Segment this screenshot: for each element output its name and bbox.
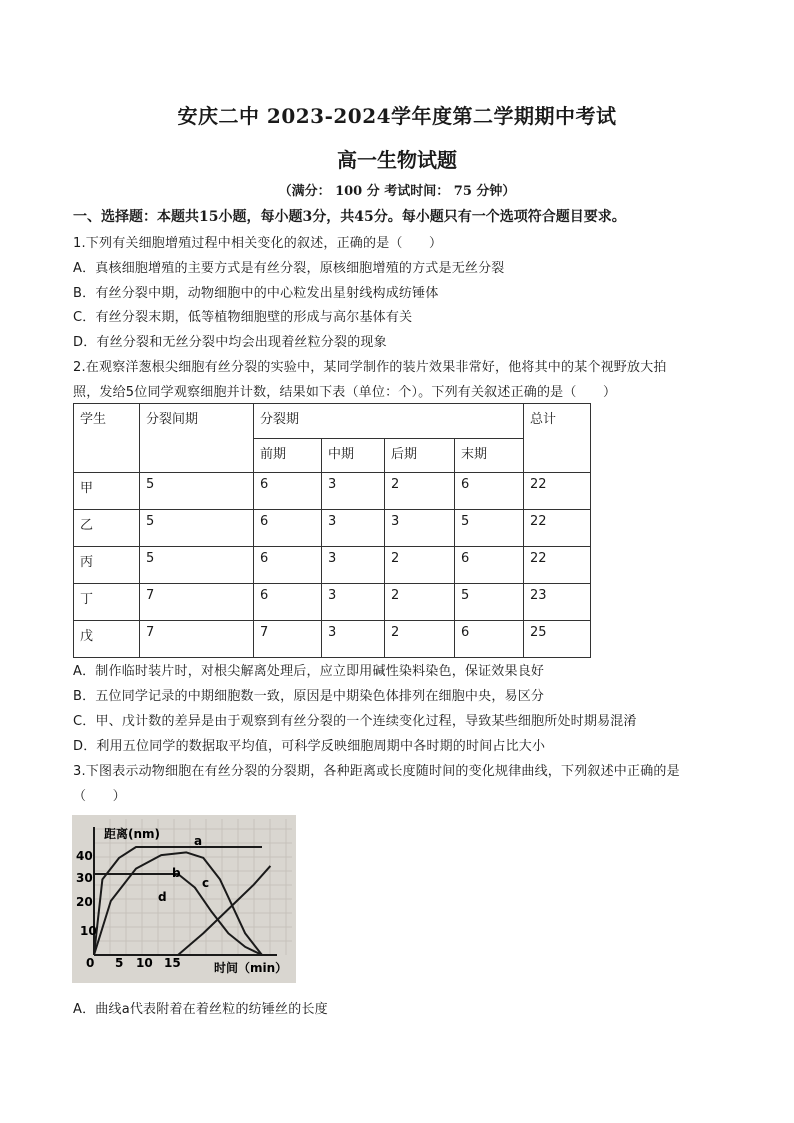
exam-subject-title: 高一生物试题: [337, 148, 457, 172]
q1-option-c: C．有丝分裂末期，低等植物细胞壁的形成与高尔基体有关: [73, 310, 413, 325]
table-cell: 3: [322, 621, 385, 658]
table-cell: 丁: [74, 584, 140, 621]
q1-option-d: D．有丝分裂和无丝分裂中均会出现着丝粒分裂的现象: [73, 335, 387, 350]
origin-tick-label: 0: [86, 956, 95, 970]
table-cell: 23: [524, 584, 591, 621]
table-header-prophase: 前期: [254, 439, 322, 473]
table-cell: 7: [254, 621, 322, 658]
distance-time-chart: [72, 815, 296, 983]
table-cell: 5: [140, 510, 254, 547]
y-tick-label: 40: [76, 849, 93, 863]
q2-stem-line1: 2.在观察洋葱根尖细胞有丝分裂的实验中，某同学制作的装片效果非常好，他将其中的某个视野放大拍: [73, 360, 667, 375]
x-tick-label: 15: [164, 956, 181, 970]
exam-title: 安庆二中 2023-2024学年度第二学期期中考试: [177, 104, 617, 128]
table-cell: 6: [455, 621, 524, 658]
table-row: [74, 621, 591, 658]
table-cell: 6: [455, 547, 524, 584]
table-cell: 2: [385, 584, 455, 621]
table-row: [74, 584, 591, 621]
table-cell: 2: [385, 547, 455, 584]
table-cell: 3: [322, 510, 385, 547]
chart-series: [94, 847, 270, 955]
table-cell: 6: [254, 547, 322, 584]
table-header-metaphase: 中期: [322, 439, 385, 473]
table-cell: 22: [524, 473, 591, 510]
table-cell: 2: [385, 473, 455, 510]
cell-count-table: [73, 403, 591, 658]
table-cell: 6: [254, 584, 322, 621]
table-cell: 6: [455, 473, 524, 510]
chart-svg: [72, 815, 296, 983]
table-header-telophase: 末期: [455, 439, 524, 473]
exam-score-time: （满分： 100 分 考试时间： 75 分钟）: [278, 184, 516, 199]
table-cell: 25: [524, 621, 591, 658]
q3-stem-line1: 3.下图表示动物细胞在有丝分裂的分裂期，各种距离或长度随时间的变化规律曲线，下列叙述中正确的是: [73, 764, 680, 779]
q2-option-d: D．利用五位同学的数据取平均值，可科学反映细胞周期中各时期的时间占比大小: [73, 739, 546, 754]
table-header-student: 学生: [74, 404, 140, 473]
q3-stem-line2: （ ）: [73, 789, 126, 804]
table-cell: 7: [140, 621, 254, 658]
curve-label-c: c: [202, 876, 210, 890]
q1-option-b: B．有丝分裂中期，动物细胞中的中心粒发出星射线构成纺锤体: [73, 286, 439, 301]
x-axis-label: 时间（min）: [214, 961, 288, 975]
q2-option-a: A．制作临时装片时，对根尖解离处理后，应立即用碱性染料染色，保证效果良好: [73, 664, 545, 679]
table-cell: 6: [254, 510, 322, 547]
table-cell: 5: [140, 547, 254, 584]
y-tick-label: 10: [80, 924, 97, 938]
table-cell: 3: [385, 510, 455, 547]
q3-option-a: A．曲线a代表附着在着丝粒的纺锤丝的长度: [73, 1002, 328, 1017]
table-header-mitosis: 分裂期: [254, 404, 524, 439]
table-cell: 甲: [74, 473, 140, 510]
table-cell: 5: [455, 510, 524, 547]
q1-stem: 1.下列有关细胞增殖过程中相关变化的叙述，正确的是（ ）: [73, 236, 443, 251]
table-cell: 3: [322, 473, 385, 510]
section-heading: 一、选择题：本题共15小题，每小题3分，共45分。每小题只有一个选项符合题目要求。: [73, 209, 626, 225]
table-header-total: 总计: [524, 404, 591, 473]
table-cell: 3: [322, 584, 385, 621]
table-cell: 7: [140, 584, 254, 621]
table-row: [74, 510, 591, 547]
table-cell: 2: [385, 621, 455, 658]
q1-option-a: A．真核细胞增殖的主要方式是有丝分裂，原核细胞增殖的方式是无丝分裂: [73, 261, 505, 276]
table-cell: 乙: [74, 510, 140, 547]
curve-label-d: d: [158, 890, 167, 904]
table-row: [74, 547, 591, 584]
q2-option-c: C．甲、戊计数的差异是由于观察到有丝分裂的一个连续变化过程，导致某些细胞所处时期易混淆: [73, 714, 637, 729]
series-line-c: [178, 866, 270, 955]
y-axis-label: 距离(nm): [104, 827, 161, 841]
table-cell: 5: [455, 584, 524, 621]
curve-label-a: a: [194, 834, 203, 848]
table-cell: 3: [322, 547, 385, 584]
table-cell: 戊: [74, 621, 140, 658]
table-row: [74, 473, 591, 510]
table-cell: 22: [524, 547, 591, 584]
x-tick-label: 5: [115, 956, 124, 970]
q2-stem-line2: 照，发给5位同学观察细胞并计数，结果如下表（单位：个）。下列有关叙述正确的是（ ）: [73, 385, 617, 400]
table-cell: 22: [524, 510, 591, 547]
table-cell: 丙: [74, 547, 140, 584]
table-cell: 5: [140, 473, 254, 510]
x-tick-label: 10: [136, 956, 153, 970]
y-tick-label: 30: [76, 871, 93, 885]
table-header-interphase: 分裂间期: [140, 404, 254, 473]
y-tick-label: 20: [76, 895, 93, 909]
curve-label-b: b: [172, 866, 181, 880]
table-cell: 6: [254, 473, 322, 510]
q2-option-b: B．五位同学记录的中期细胞数一致，原因是中期染色体排列在细胞中央，易区分: [73, 689, 545, 704]
table-header-anaphase: 后期: [385, 439, 455, 473]
